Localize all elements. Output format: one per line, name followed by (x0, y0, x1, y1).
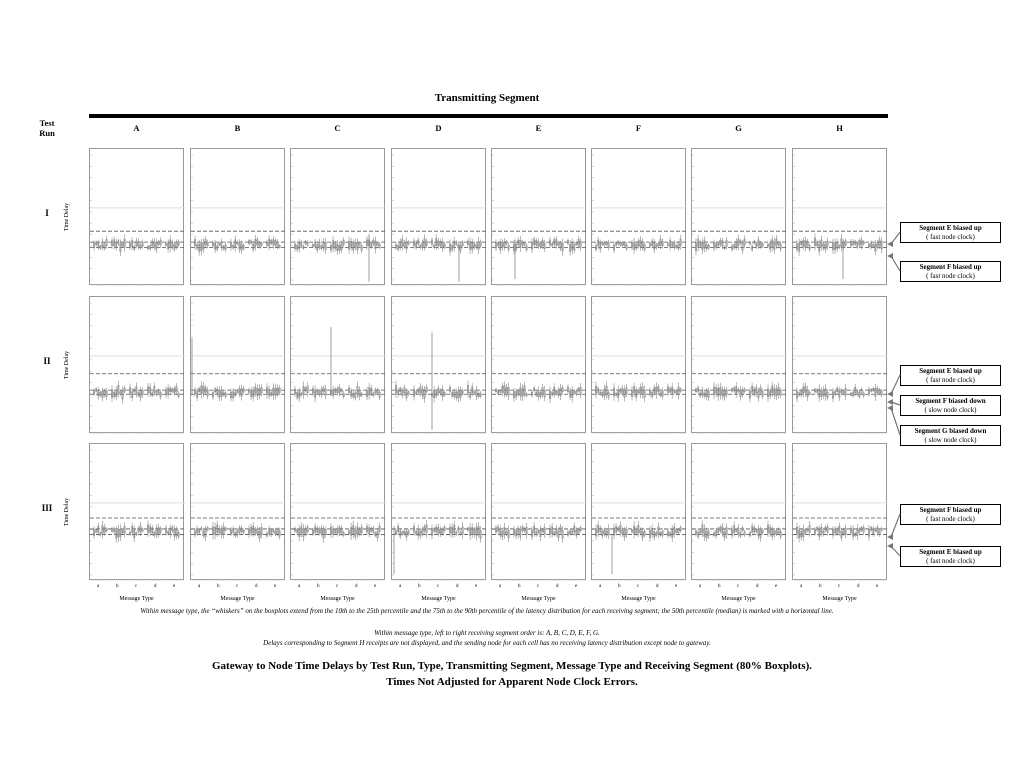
x-tick-label: e (876, 584, 879, 589)
panel-plot (793, 297, 888, 434)
top-rule (89, 114, 888, 118)
x-axis-label: Message Type (119, 596, 154, 602)
column-label-d: D (435, 123, 442, 133)
caption-line-2: Times Not Adjusted for Apparent Node Clock Errors. (386, 676, 638, 688)
annotation-subtitle: ( fast node clock) (926, 515, 975, 523)
panel-ii-f (591, 296, 686, 433)
x-tick-label: d (756, 584, 759, 589)
panel-iii-d (391, 443, 486, 580)
x-tick-label: d (857, 584, 860, 589)
annotation-box (900, 395, 1001, 416)
annotation-title: Segment F biased down (915, 397, 986, 405)
x-tick-label: d (556, 584, 559, 589)
x-tick-labels (491, 584, 586, 592)
panel-plot (592, 149, 687, 286)
footnote-3: Delays corresponding to Segment H receipts are not displayed, and the sending node for each cell has no receiving latency distribution except node to gateway. (263, 639, 711, 647)
x-tick-labels (591, 584, 686, 592)
x-tick-label: e (274, 584, 277, 589)
column-label-a: A (133, 123, 140, 133)
x-tick-label: b (819, 584, 822, 589)
panel-plot (90, 444, 185, 581)
annotation-box (900, 261, 1001, 282)
x-tick-label: b (116, 584, 119, 589)
x-tick-label: e (575, 584, 578, 589)
x-tick-label: b (718, 584, 721, 589)
x-tick-label: c (336, 584, 339, 589)
panel-iii-h (792, 443, 887, 580)
annotation-subtitle: ( fast node clock) (926, 233, 975, 241)
x-tick-label: d (255, 584, 258, 589)
x-tick-label: d (355, 584, 358, 589)
annotation-arrow-line (891, 408, 900, 435)
x-tick-label: d (656, 584, 659, 589)
x-tick-label: c (537, 584, 540, 589)
panel-plot (492, 444, 587, 581)
x-tick-label: b (418, 584, 421, 589)
panel-iii-c (290, 443, 385, 580)
x-tick-labels (691, 584, 786, 592)
x-tick-label: c (236, 584, 239, 589)
x-tick-label: a (399, 584, 402, 589)
panel-ii-e (491, 296, 586, 433)
column-label-f: F (635, 123, 642, 133)
panel-i-d (391, 148, 486, 285)
panel-iii-e (491, 443, 586, 580)
row-label-i: I (45, 208, 49, 218)
panel-plot (191, 149, 286, 286)
panel-i-g (691, 148, 786, 285)
column-label-e: E (535, 123, 542, 133)
footnote-2: Within message type, left to right receiving segment order is: A, B, C, D, E, F, G. (374, 629, 600, 637)
annotation-arrow-line (891, 375, 900, 394)
panel-ii-c (290, 296, 385, 433)
x-tick-label: e (775, 584, 778, 589)
x-tick-label: a (499, 584, 502, 589)
annotation-box (900, 546, 1001, 567)
panel-i-f (591, 148, 686, 285)
annotation-title: Segment F biased up (919, 263, 982, 271)
annotation-arrow-line (891, 402, 900, 405)
annotation-subtitle: ( slow node clock) (924, 436, 977, 444)
panel-plot (291, 297, 386, 434)
annotation-title: Segment F biased up (919, 506, 982, 514)
footnote-1: Within message type, the “whiskers” on the boxplots extend from the 10th to the 25th percentile and the 75th to the 90th percentile of the latency distribution for each receiving segment; the 50th percentile (median) is marked with a horizontal line. (140, 607, 834, 615)
y-axis-label: Time Delay (64, 202, 70, 232)
panel-plot (191, 444, 286, 581)
annotation-arrow-line (891, 514, 900, 537)
panel-plot (392, 149, 487, 286)
panel-i-a (89, 148, 184, 285)
annotation-arrow-line (891, 256, 900, 271)
annotation-subtitle: ( slow node clock) (924, 406, 977, 414)
panel-ii-g (691, 296, 786, 433)
column-label-h: H (836, 123, 843, 133)
panel-iii-b (190, 443, 285, 580)
panel-plot (592, 297, 687, 434)
panel-i-b (190, 148, 285, 285)
x-tick-label: e (374, 584, 377, 589)
annotation-title: Segment G biased down (914, 427, 987, 435)
panel-i-e (491, 148, 586, 285)
panel-plot (90, 149, 185, 286)
x-tick-label: b (217, 584, 220, 589)
annotation-box (900, 425, 1001, 446)
annotation-subtitle: ( fast node clock) (926, 557, 975, 565)
annotation-arrow-line (891, 232, 900, 244)
x-tick-label: a (699, 584, 702, 589)
annotation-arrow-line (891, 546, 900, 556)
panel-plot (191, 297, 286, 434)
x-axis-label: Message Type (521, 596, 556, 602)
row-label-iii: III (41, 503, 53, 513)
panel-i-c (290, 148, 385, 285)
panel-plot (592, 444, 687, 581)
column-label-g: G (735, 123, 742, 133)
annotation-box (900, 365, 1001, 386)
panel-plot (392, 444, 487, 581)
x-tick-label: a (198, 584, 201, 589)
x-axis-label: Message Type (220, 596, 255, 602)
x-tick-label: b (618, 584, 621, 589)
x-tick-label: b (518, 584, 521, 589)
panel-iii-f (591, 443, 686, 580)
annotation-title: Segment E biased up (919, 224, 982, 232)
panel-ii-h (792, 296, 887, 433)
x-axis-label: Message Type (421, 596, 456, 602)
panel-plot (692, 297, 787, 434)
row-header: Test Run (39, 118, 55, 138)
x-tick-label: a (800, 584, 803, 589)
y-axis-label: Time Delay (64, 497, 70, 527)
panel-plot (692, 444, 787, 581)
panel-plot (392, 297, 487, 434)
x-axis-label: Message Type (320, 596, 355, 602)
annotation-subtitle: ( fast node clock) (926, 376, 975, 384)
panel-ii-b (190, 296, 285, 433)
annotation-box (900, 504, 1001, 525)
x-tick-label: c (637, 584, 640, 589)
panel-ii-d (391, 296, 486, 433)
x-tick-labels (792, 584, 887, 592)
panel-plot (492, 297, 587, 434)
x-tick-label: c (838, 584, 841, 589)
caption-line-1: Gateway to Node Time Delays by Test Run, Type, Transmitting Segment, Message Type and Receiving Segment (80% Boxplots). (211, 660, 813, 672)
x-tick-label: a (97, 584, 100, 589)
panel-ii-a (89, 296, 184, 433)
y-axis-label: Time Delay (64, 350, 70, 380)
panel-iii-g (691, 443, 786, 580)
x-tick-labels (190, 584, 285, 592)
column-label-b: B (234, 123, 241, 133)
x-axis-label: Message Type (721, 596, 756, 602)
x-tick-label: b (317, 584, 320, 589)
x-tick-labels (391, 584, 486, 592)
x-axis-label: Message Type (822, 596, 857, 602)
x-axis-label: Message Type (621, 596, 656, 602)
annotation-title: Segment E biased up (919, 367, 982, 375)
row-label-ii: II (43, 356, 51, 366)
panel-plot (793, 444, 888, 581)
panel-plot (692, 149, 787, 286)
panel-i-h (792, 148, 887, 285)
panel-plot (291, 444, 386, 581)
x-tick-label: c (437, 584, 440, 589)
x-tick-label: c (135, 584, 138, 589)
annotation-subtitle: ( fast node clock) (926, 272, 975, 280)
annotation-box (900, 222, 1001, 243)
panel-iii-a (89, 443, 184, 580)
panel-plot (793, 149, 888, 286)
x-tick-label: c (737, 584, 740, 589)
panel-plot (492, 149, 587, 286)
annotation-title: Segment E biased up (919, 548, 982, 556)
x-tick-label: e (173, 584, 176, 589)
x-tick-label: a (298, 584, 301, 589)
panel-plot (291, 149, 386, 286)
x-tick-labels (89, 584, 184, 592)
x-tick-label: d (154, 584, 157, 589)
x-tick-label: e (475, 584, 478, 589)
x-tick-label: a (599, 584, 602, 589)
x-tick-label: e (675, 584, 678, 589)
column-label-c: C (334, 123, 341, 133)
x-tick-label: d (456, 584, 459, 589)
panel-plot (90, 297, 185, 434)
x-tick-labels (290, 584, 385, 592)
chart-title: Transmitting Segment (434, 92, 540, 104)
